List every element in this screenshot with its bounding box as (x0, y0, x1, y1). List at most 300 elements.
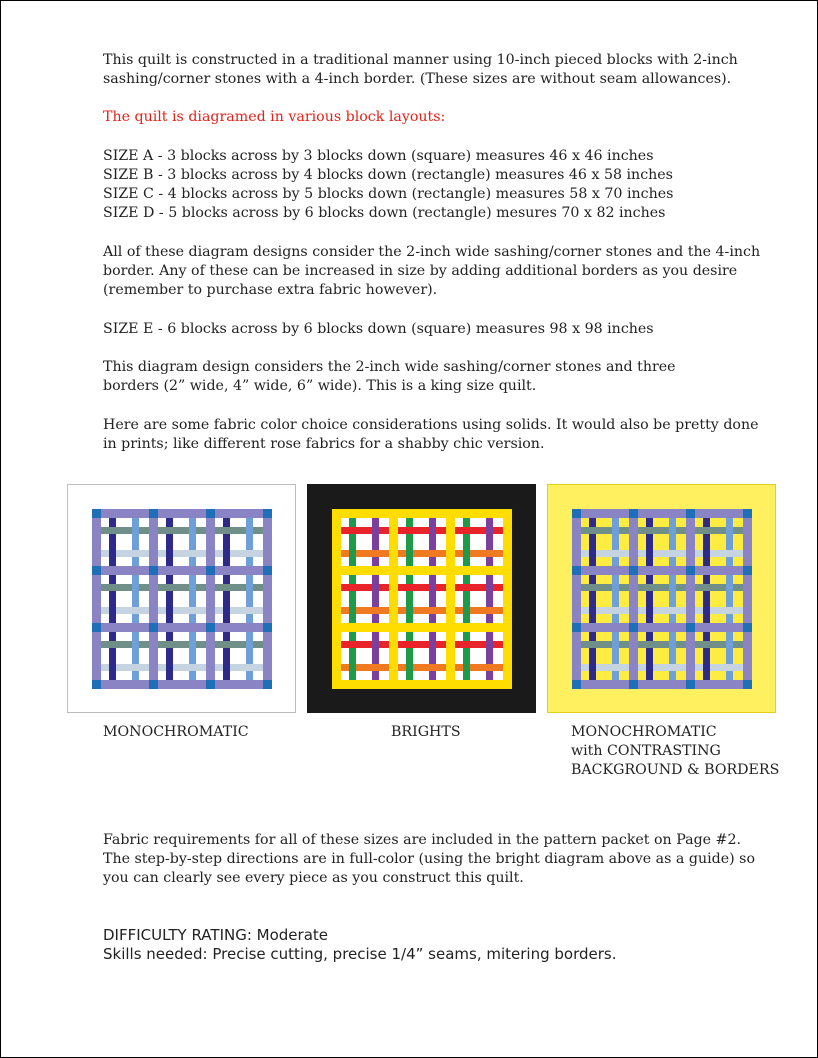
vertical-strip (372, 575, 379, 623)
quilt-block (101, 632, 149, 680)
cornerstone (263, 509, 272, 518)
vertical-strip (646, 518, 653, 566)
sashing-strip (389, 632, 398, 680)
caption-brights (391, 723, 461, 742)
horizontal-strip (695, 584, 743, 591)
weave-crossing (189, 664, 196, 671)
sashing-strip (101, 680, 149, 689)
horizontal-strip (581, 584, 629, 591)
vertical-strip (223, 632, 230, 680)
weave-crossing (589, 527, 596, 534)
horizontal-strip (398, 641, 446, 648)
size-list (103, 147, 783, 223)
cornerstone (446, 680, 455, 689)
sashing-strip (629, 518, 638, 566)
horizontal-strip (455, 527, 503, 534)
vertical-strip (246, 632, 253, 680)
sashing-strip (158, 623, 206, 632)
horizontal-strip (455, 641, 503, 648)
quilt-block (158, 575, 206, 623)
weave-crossing (166, 584, 173, 591)
sashing-strip (695, 623, 743, 632)
weave-crossing (109, 527, 116, 534)
sashing-strip (215, 509, 263, 518)
cornerstone (263, 566, 272, 575)
sashing-strip (398, 680, 446, 689)
quilt-block (215, 575, 263, 623)
quilt-block (581, 632, 629, 680)
cornerstone (572, 680, 581, 689)
cornerstone (503, 680, 512, 689)
vertical-strip (726, 518, 733, 566)
horizontal-strip (695, 607, 743, 614)
cornerstone (686, 509, 695, 518)
sashing-strip (389, 575, 398, 623)
weave-crossing (589, 584, 596, 591)
intro-paragraph (103, 51, 783, 89)
sashing-strip (638, 509, 686, 518)
vertical-strip (703, 518, 710, 566)
sashing-strip (398, 566, 446, 575)
cornerstone (743, 623, 752, 632)
horizontal-strip (455, 550, 503, 557)
weave-crossing (372, 607, 379, 614)
horizontal-strip (581, 550, 629, 557)
sashing-strip (341, 623, 389, 632)
weave-crossing (223, 641, 230, 648)
horizontal-strip (398, 664, 446, 671)
vertical-strip (429, 575, 436, 623)
cornerstone (446, 623, 455, 632)
vertical-strip (223, 575, 230, 623)
vertical-strip (726, 575, 733, 623)
sashing-strip (581, 680, 629, 689)
cornerstone (149, 623, 158, 632)
horizontal-strip (638, 607, 686, 614)
horizontal-strip (341, 550, 389, 557)
quilt-diagram-brights (307, 484, 536, 713)
vertical-strip (486, 518, 493, 566)
weave-crossing (406, 527, 413, 534)
horizontal-strip (341, 607, 389, 614)
cornerstone (629, 509, 638, 518)
cornerstone (629, 623, 638, 632)
sashing-strip (629, 632, 638, 680)
vertical-strip (109, 632, 116, 680)
sashing-strip (92, 575, 101, 623)
cornerstone (629, 680, 638, 689)
quilt-block (341, 575, 389, 623)
sashing-strip (263, 632, 272, 680)
sashing-strip (503, 518, 512, 566)
sashing-strip (743, 575, 752, 623)
weave-crossing (646, 641, 653, 648)
fabric-note-line: Fabric requirements for all of these sizes are included in the pattern packet on Page #2. (103, 832, 741, 848)
horizontal-strip (455, 664, 503, 671)
horizontal-strip (101, 664, 149, 671)
weave-crossing (429, 550, 436, 557)
horizontal-strip (215, 664, 263, 671)
weave-crossing (463, 584, 470, 591)
sashing-strip (581, 623, 629, 632)
quilt-diagram-monochromatic (67, 484, 296, 713)
size-a-line: SIZE A - 3 blocks across by 3 blocks down (square) measures 46 x 46 inches (103, 148, 654, 164)
weave-crossing (132, 550, 139, 557)
horizontal-strip (398, 550, 446, 557)
horizontal-strip (158, 527, 206, 534)
quilt-block (638, 575, 686, 623)
cornerstone (92, 623, 101, 632)
horizontal-strip (158, 584, 206, 591)
size-e-note (103, 358, 783, 396)
cornerstone (332, 680, 341, 689)
sashing-strip (581, 509, 629, 518)
sashing-strip (695, 680, 743, 689)
vertical-strip (669, 632, 676, 680)
caption-line: BRIGHTS (391, 724, 461, 740)
vertical-strip (406, 575, 413, 623)
weave-crossing (223, 584, 230, 591)
weave-crossing (429, 664, 436, 671)
sashing-strip (215, 680, 263, 689)
color-note-line: Here are some fabric color choice considerations using solids. It would also be pretty done (103, 417, 759, 433)
fabric-note-line: The step-by-step directions are in full-color (using the bright diagram above as a guide) so (103, 851, 756, 867)
sashing-strip (206, 632, 215, 680)
quilt-svg (548, 485, 775, 712)
sashing-strip (389, 518, 398, 566)
sashing-strip (572, 575, 581, 623)
cornerstone (446, 509, 455, 518)
weave-crossing (726, 607, 733, 614)
sashing-strip (686, 575, 695, 623)
sashing-strip (398, 509, 446, 518)
weave-crossing (703, 527, 710, 534)
cornerstone (332, 623, 341, 632)
horizontal-strip (101, 550, 149, 557)
sashing-strip (206, 575, 215, 623)
vertical-strip (703, 632, 710, 680)
horizontal-strip (101, 607, 149, 614)
sashing-strip (686, 632, 695, 680)
horizontal-strip (158, 550, 206, 557)
quilt-block (341, 518, 389, 566)
sashing-strip (101, 623, 149, 632)
weave-crossing (166, 641, 173, 648)
sashing-strip (158, 509, 206, 518)
weave-crossing (349, 641, 356, 648)
horizontal-strip (341, 527, 389, 534)
sashing-strip (215, 566, 263, 575)
horizontal-strip (455, 584, 503, 591)
vertical-strip (189, 632, 196, 680)
vertical-strip (646, 632, 653, 680)
weave-crossing (429, 607, 436, 614)
sashing-strip (92, 632, 101, 680)
sashing-note-line: border. Any of these can be increased in size by adding additional borders as you desire (103, 263, 738, 279)
caption-line: BACKGROUND & BORDERS (571, 762, 780, 778)
horizontal-strip (638, 527, 686, 534)
weave-crossing (463, 527, 470, 534)
cornerstone (446, 566, 455, 575)
caption-line: with CONTRASTING (571, 743, 721, 759)
layouts-heading: The quilt is diagramed in various block layouts: (103, 109, 446, 125)
vertical-strip (372, 632, 379, 680)
sashing-strip (446, 518, 455, 566)
sashing-strip (149, 518, 158, 566)
weave-crossing (612, 607, 619, 614)
weave-crossing (246, 607, 253, 614)
sashing-strip (455, 623, 503, 632)
vertical-strip (646, 575, 653, 623)
vertical-strip (349, 632, 356, 680)
cornerstone (572, 509, 581, 518)
horizontal-strip (215, 584, 263, 591)
weave-crossing (246, 664, 253, 671)
weave-crossing (669, 664, 676, 671)
weave-crossing (486, 607, 493, 614)
vertical-strip (246, 575, 253, 623)
weave-crossing (589, 641, 596, 648)
weave-crossing (349, 584, 356, 591)
vertical-strip (669, 518, 676, 566)
intro-line: sashing/corner stones with a 4-inch border. (These sizes are without seam allowances). (103, 71, 732, 87)
size-d-line: SIZE D - 5 blocks across by 6 blocks down (rectangle) mesures 70 x 82 inches (103, 205, 666, 221)
sashing-strip (572, 632, 581, 680)
cornerstone (332, 509, 341, 518)
quilt-block (215, 632, 263, 680)
sashing-strip (743, 632, 752, 680)
weave-crossing (646, 527, 653, 534)
horizontal-strip (158, 664, 206, 671)
vertical-strip (166, 518, 173, 566)
vertical-strip (166, 575, 173, 623)
sashing-strip (332, 518, 341, 566)
quilt-block (455, 518, 503, 566)
sashing-strip (101, 509, 149, 518)
horizontal-strip (638, 584, 686, 591)
vertical-strip (612, 518, 619, 566)
weave-crossing (189, 607, 196, 614)
horizontal-strip (101, 527, 149, 534)
quilt-diagram-contrasting (547, 484, 776, 713)
horizontal-strip (341, 641, 389, 648)
quilt-block (158, 632, 206, 680)
quilt-block (398, 518, 446, 566)
color-note (103, 416, 783, 454)
cornerstone (149, 680, 158, 689)
horizontal-strip (581, 527, 629, 534)
vertical-strip (189, 575, 196, 623)
horizontal-strip (695, 641, 743, 648)
weave-crossing (246, 550, 253, 557)
sashing-strip (455, 509, 503, 518)
cornerstone (389, 680, 398, 689)
vertical-strip (189, 518, 196, 566)
horizontal-strip (695, 527, 743, 534)
cornerstone (92, 566, 101, 575)
horizontal-strip (638, 550, 686, 557)
horizontal-strip (638, 664, 686, 671)
cornerstone (743, 680, 752, 689)
size-e-note-line: borders (2” wide, 4” wide, 6” wide). This is a king size quilt. (103, 378, 537, 394)
vertical-strip (589, 575, 596, 623)
sashing-strip (638, 680, 686, 689)
sashing-strip (503, 575, 512, 623)
horizontal-strip (101, 641, 149, 648)
cornerstone (149, 509, 158, 518)
cornerstone (686, 623, 695, 632)
weave-crossing (372, 664, 379, 671)
sashing-strip (332, 632, 341, 680)
cornerstone (206, 509, 215, 518)
sashing-note-line: All of these diagram designs consider the 2-inch wide sashing/corner stones and the 4-inch (103, 244, 761, 260)
sashing-strip (332, 575, 341, 623)
weave-crossing (166, 527, 173, 534)
quilt-block (398, 632, 446, 680)
sashing-strip (92, 518, 101, 566)
weave-crossing (669, 607, 676, 614)
vertical-strip (429, 632, 436, 680)
horizontal-strip (581, 607, 629, 614)
vertical-strip (669, 575, 676, 623)
cornerstone (503, 566, 512, 575)
weave-crossing (132, 607, 139, 614)
vertical-strip (589, 632, 596, 680)
sashing-strip (263, 575, 272, 623)
vertical-strip (726, 632, 733, 680)
vertical-strip (246, 518, 253, 566)
horizontal-strip (398, 527, 446, 534)
sashing-strip (455, 566, 503, 575)
quilt-block (101, 575, 149, 623)
weave-crossing (349, 527, 356, 534)
horizontal-strip (455, 607, 503, 614)
quilt-block (581, 575, 629, 623)
horizontal-strip (581, 641, 629, 648)
horizontal-strip (158, 607, 206, 614)
quilt-block (455, 575, 503, 623)
vertical-strip (132, 575, 139, 623)
vertical-strip (166, 632, 173, 680)
horizontal-strip (215, 607, 263, 614)
vertical-strip (406, 518, 413, 566)
cornerstone (263, 623, 272, 632)
sashing-strip (686, 518, 695, 566)
skills-needed: Skills needed: Precise cutting, precise 1/4” seams, mitering borders. (103, 945, 617, 963)
cornerstone (503, 623, 512, 632)
horizontal-strip (398, 607, 446, 614)
quilt-block (215, 518, 263, 566)
vertical-strip (429, 518, 436, 566)
vertical-strip (463, 575, 470, 623)
sashing-strip (695, 509, 743, 518)
sashing-strip (398, 623, 446, 632)
vertical-strip (486, 575, 493, 623)
sashing-strip (149, 632, 158, 680)
cornerstone (503, 509, 512, 518)
weave-crossing (406, 641, 413, 648)
weave-crossing (109, 584, 116, 591)
cornerstone (743, 509, 752, 518)
sashing-strip (101, 566, 149, 575)
vertical-strip (109, 575, 116, 623)
quilt-block (455, 632, 503, 680)
vertical-strip (349, 575, 356, 623)
sashing-strip (158, 680, 206, 689)
horizontal-strip (158, 641, 206, 648)
weave-crossing (726, 664, 733, 671)
vertical-strip (612, 575, 619, 623)
weave-crossing (372, 550, 379, 557)
cornerstone (206, 680, 215, 689)
sashing-strip (206, 518, 215, 566)
weave-crossing (486, 664, 493, 671)
vertical-strip (406, 632, 413, 680)
sashing-strip (263, 518, 272, 566)
sashing-strip (446, 632, 455, 680)
caption-contrasting (571, 723, 779, 780)
cornerstone (149, 566, 158, 575)
sashing-strip (581, 566, 629, 575)
vertical-strip (132, 632, 139, 680)
caption-line: MONOCHROMATIC (571, 724, 717, 740)
cornerstone (263, 680, 272, 689)
quilt-block (341, 632, 389, 680)
sashing-strip (743, 518, 752, 566)
weave-crossing (703, 641, 710, 648)
vertical-strip (612, 632, 619, 680)
weave-crossing (223, 527, 230, 534)
sashing-strip (215, 623, 263, 632)
horizontal-strip (341, 664, 389, 671)
cornerstone (686, 680, 695, 689)
weave-crossing (703, 584, 710, 591)
vertical-strip (589, 518, 596, 566)
fabric-note (103, 831, 783, 888)
vertical-strip (223, 518, 230, 566)
sashing-strip (446, 575, 455, 623)
weave-crossing (669, 550, 676, 557)
cornerstone (92, 509, 101, 518)
fabric-note-line: you can clearly see every piece as you construct this quilt. (103, 870, 524, 886)
vertical-strip (703, 575, 710, 623)
horizontal-strip (215, 641, 263, 648)
vertical-strip (349, 518, 356, 566)
cornerstone (629, 566, 638, 575)
vertical-strip (372, 518, 379, 566)
sashing-strip (629, 575, 638, 623)
vertical-strip (132, 518, 139, 566)
size-e-line: SIZE E - 6 blocks across by 6 blocks down (square) measures 98 x 98 inches (103, 321, 654, 337)
weave-crossing (486, 550, 493, 557)
weave-crossing (189, 550, 196, 557)
quilt-block (695, 632, 743, 680)
quilt-block (695, 518, 743, 566)
cornerstone (92, 680, 101, 689)
sashing-strip (341, 680, 389, 689)
size-c-line: SIZE C - 4 blocks across by 5 blocks down (rectangle) measures 58 x 70 inches (103, 186, 674, 202)
cornerstone (743, 566, 752, 575)
intro-line: This quilt is constructed in a traditional manner using 10-inch pieced blocks with 2-inch (103, 52, 738, 68)
sashing-strip (149, 575, 158, 623)
sashing-strip (158, 566, 206, 575)
difficulty-rating: DIFFICULTY RATING: Moderate (103, 926, 328, 944)
horizontal-strip (215, 527, 263, 534)
quilt-block (101, 518, 149, 566)
size-e-note-line: This diagram design considers the 2-inch wide sashing/corner stones and three (103, 359, 676, 375)
vertical-strip (463, 518, 470, 566)
horizontal-strip (341, 584, 389, 591)
